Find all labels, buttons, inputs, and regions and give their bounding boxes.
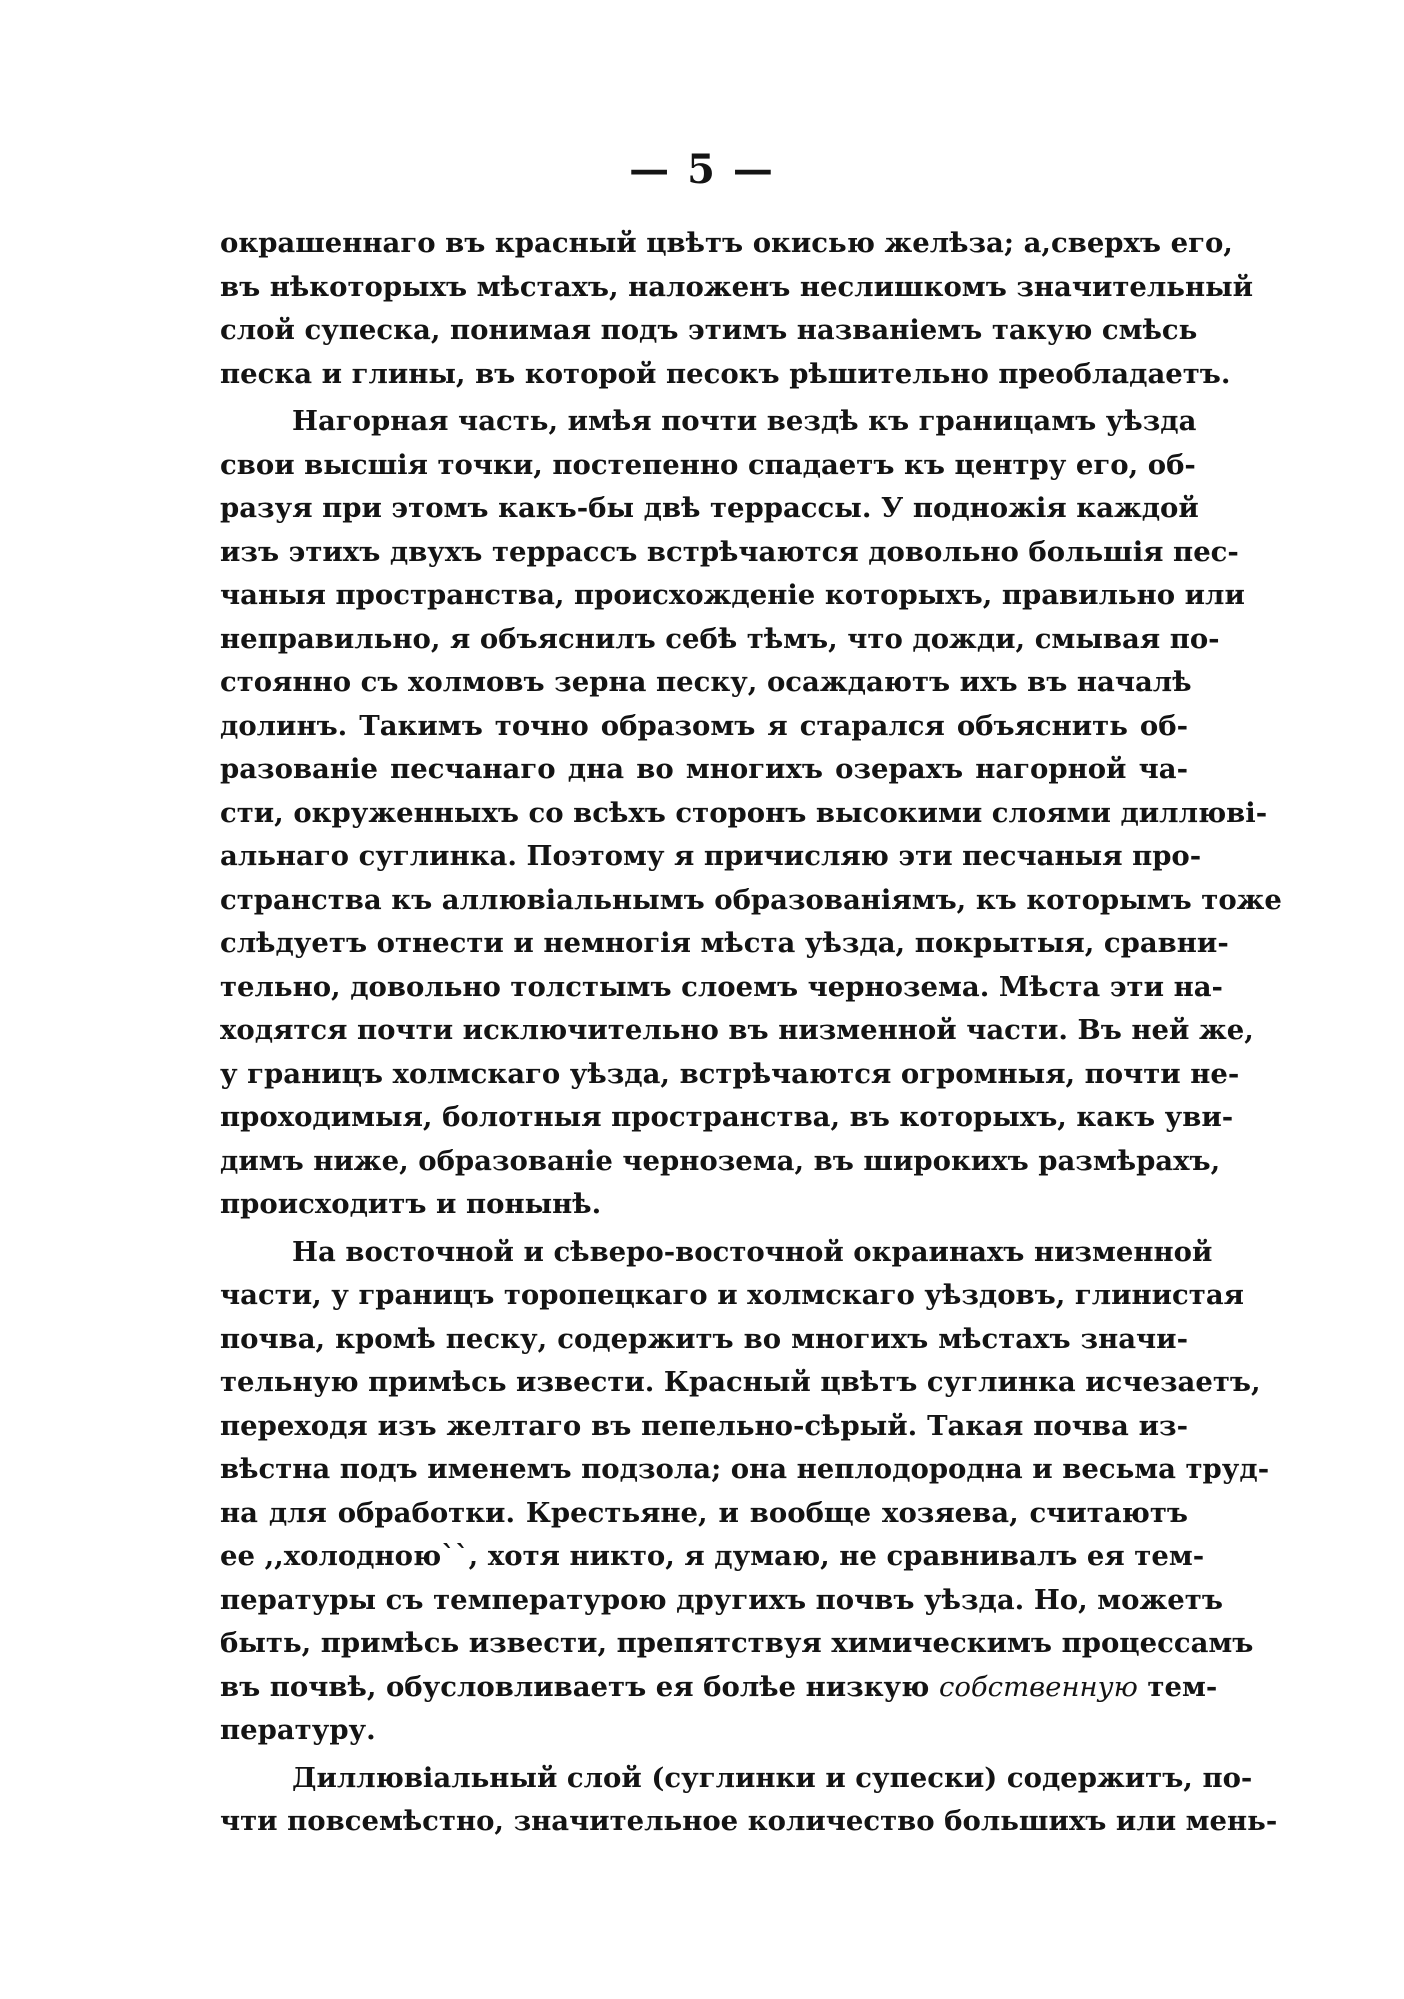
text-line: почва, кромѣ песку, содержитъ во многихъ мѣстахъ значи- [220,1322,1188,1355]
text-line: чти повсемѣстно, значительное количество большихъ или мень- [220,1805,1278,1837]
text-line: проходимыя, болотныя пространства, въ которыхъ, какъ уви- [220,1101,1234,1133]
text-line: въ нѣкоторыхъ мѣстахъ, наложенъ неслишкомъ значительный [220,270,1254,303]
text-line: неправильно, я объяснилъ себѣ тѣмъ, что дожди, смывая по- [220,622,1220,655]
text-line: происходитъ и понынѣ. [220,1188,602,1220]
text-line: части, у границъ торопецкаго и холмскаго уѣздовъ, глинистая [220,1279,1244,1311]
text-line: ее ,,холодною``, хотя никто, я думаю, не сравнивалъ ея тем- [220,1540,1205,1572]
text-line: альнаго суглинка. Поэтому я причисляю эти песчаныя про- [220,840,1202,872]
text-line: димъ ниже, образованіе чернозема, въ широкихъ размѣрахъ, [220,1144,1221,1177]
text-line: вѣстна подъ именемъ подзола; она неплодородна и весьма труд- [220,1453,1270,1485]
text-line: у границъ холмскаго уѣзда, встрѣчаются огромныя, почти не- [220,1057,1240,1090]
text-line: разуя при этомъ какъ-бы двѣ террассы. У подножія каждой [220,492,1199,524]
page-number: — 5 — [629,146,775,193]
text-line: быть, примѣсь извести, препятствуя химическимъ процессамъ [220,1627,1254,1659]
text-line: переходя изъ желтаго въ пепельно-сѣрый. Такая почва из- [220,1409,1188,1442]
text-line: свои высшія точки, постепенно спадаетъ къ центру его, об- [220,448,1196,481]
text-line: долинъ. Такимъ точно образомъ я старался объяснить об- [220,709,1188,742]
emphasized-word: собственную [938,1670,1138,1703]
text-line: пературу. [220,1714,376,1746]
text-line: на для обработки. Крестьяне, и вообще хозяева, считаютъ [220,1496,1188,1529]
text-line: окрашеннаго въ красный цвѣтъ окисью желѣза; а,сверхъ его, [220,227,1233,259]
text-line: изъ этихъ двухъ террассъ встрѣчаются довольно большія пес- [220,535,1239,568]
text-line-tail: тем- [1137,1670,1218,1703]
text-line-main: въ почвѣ, обусловливаетъ ея болѣе низкую [220,1670,939,1703]
text-line: На восточной и сѣверо-восточной окраинахъ низменной [292,1235,1213,1268]
text-line: Диллювіальный слой (суглинки и супески) содержитъ, по- [292,1761,1253,1794]
text-line: тельную примѣсь извести. Красный цвѣтъ суглинка исчезаетъ, [220,1366,1261,1398]
text-line: Нагорная часть, имѣя почти вездѣ къ границамъ уѣзда [292,405,1197,437]
text-line: странства къ аллювіальнымъ образованіямъ, къ которымъ тоже [220,883,1282,916]
text-line: слой супеска, понимая подъ этимъ названіемъ такую смѣсь [220,314,1198,346]
text-line: тельно, довольно толстымъ слоемъ чернозема. Мѣста эти на- [220,970,1223,1003]
text-line: сти, окруженныхъ со всѣхъ сторонъ высокими слоями диллюві- [220,796,1268,829]
text-line: слѣдуетъ отнести и немногія мѣста уѣзда, покрытыя, сравни- [220,927,1229,959]
text-line: пературы съ температурою другихъ почвъ уѣзда. Но, можетъ [220,1583,1223,1616]
text-line: ходятся почти исключительно въ низменной части. Въ ней же, [220,1014,1254,1046]
text-line: стоянно съ холмовъ зерна песку, осаждаютъ ихъ въ началѣ [220,666,1192,698]
text-line [220,1666,1218,1710]
text-line: разованіе песчанаго дна во многихъ озерахъ нагорной ча- [220,753,1188,785]
text-line: песка и глины, въ которой песокъ рѣшительно преобладаетъ. [220,357,1231,390]
text-line: чаныя пространства, происхожденіе которыхъ, правильно или [220,579,1245,611]
body-text [220,222,1282,1844]
